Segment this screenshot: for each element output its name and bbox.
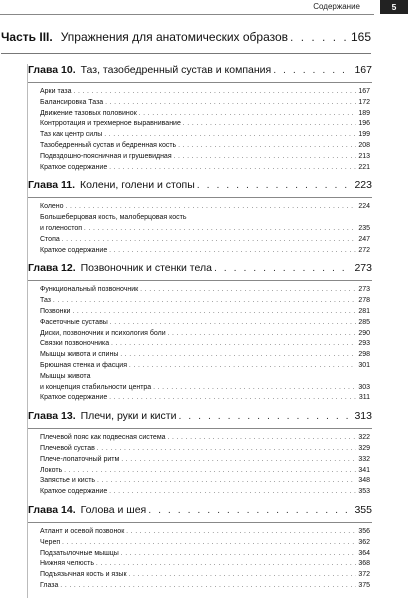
entry-page: 290 xyxy=(358,329,370,337)
entry-page: 213 xyxy=(358,152,370,160)
dot-leader xyxy=(153,383,356,394)
toc-entry xyxy=(34,444,370,455)
dot-leader xyxy=(126,527,356,538)
chapter-heading xyxy=(28,262,372,281)
entry-page: 356 xyxy=(358,527,370,535)
entry-page: 272 xyxy=(358,246,370,254)
entry-title: Подвздошно-поясничная и грушевидная xyxy=(40,152,172,160)
dot-leader xyxy=(104,130,356,141)
dot-leader xyxy=(121,455,356,466)
chapter xyxy=(27,504,370,598)
entry-page: 281 xyxy=(358,307,370,315)
entry-title: Движение тазовых половинок xyxy=(40,109,137,117)
page-number: 5 xyxy=(380,0,408,14)
entry-page: 332 xyxy=(358,455,370,463)
dot-leader xyxy=(84,224,356,235)
chapter-title: Голова и шея xyxy=(80,503,147,516)
entry-page: 273 xyxy=(358,286,370,294)
entry-page: 372 xyxy=(358,571,370,579)
dot-leader xyxy=(60,581,356,592)
entry-title: Атлант и осевой позвонок xyxy=(40,527,125,535)
toc-entry xyxy=(34,141,370,152)
entry-title: Плечевой сустав xyxy=(40,444,95,452)
entry-page: 167 xyxy=(358,88,370,95)
entry-page: 293 xyxy=(358,340,370,348)
entry-page: 285 xyxy=(358,318,370,326)
dot-leader xyxy=(197,179,353,191)
entry-title: Тазобедренный сустав и бедренная кость xyxy=(40,141,177,149)
entry-page: 196 xyxy=(358,120,370,128)
entry-title: Запястье и кисть xyxy=(40,477,96,485)
entry-page: 224 xyxy=(358,203,370,211)
entry-page: 341 xyxy=(358,466,370,474)
toc-entry xyxy=(34,224,370,235)
chapter-title: Таз, тазобедренный сустав и компания xyxy=(80,64,272,76)
entry-page: 368 xyxy=(358,560,370,568)
entry-title: Функциональный позвоночник xyxy=(40,286,139,294)
entry-title: и голеностоп xyxy=(40,224,83,232)
dot-leader xyxy=(129,361,356,372)
dot-leader xyxy=(178,141,356,152)
dot-leader xyxy=(183,119,356,130)
dot-leader xyxy=(120,350,356,361)
entry-page: 303 xyxy=(358,383,370,391)
entry-title: Нижняя челюсть xyxy=(40,560,95,568)
entry-title: Контрротация и трехмерное выравнивание xyxy=(40,120,181,128)
toc-entry xyxy=(34,235,370,246)
entry-title: Подъязычная кость и язык xyxy=(40,571,127,579)
chapter-entries xyxy=(34,83,370,179)
entry-page: 247 xyxy=(358,235,370,243)
toc-entry xyxy=(34,130,370,141)
toc-entry xyxy=(34,202,370,213)
dot-leader xyxy=(214,262,353,274)
dot-leader xyxy=(96,559,356,570)
entry-title: Краткое содержание xyxy=(40,163,108,171)
chapter-entries xyxy=(34,429,370,504)
chapter-page: 273 xyxy=(354,262,372,275)
entry-title: Глаза xyxy=(40,581,59,589)
entry-title: Таз xyxy=(40,297,51,305)
chapter-page: 355 xyxy=(354,503,372,516)
toc-entry xyxy=(34,393,370,404)
dot-leader xyxy=(53,296,356,307)
entry-title: Брюшная стенка и фасция xyxy=(40,361,128,369)
chapter-title: Плечи, руки и кисти xyxy=(80,410,177,423)
toc-entry xyxy=(34,487,370,498)
part-label: Часть III. xyxy=(1,30,53,44)
dot-leader xyxy=(72,307,356,318)
toc-entry xyxy=(34,329,370,340)
toc-entry xyxy=(34,109,370,120)
part-page: 165 xyxy=(350,30,371,44)
dot-leader xyxy=(97,444,356,455)
entry-title: Фасеточные суставы xyxy=(40,318,108,326)
chapter-label: Глава 14. xyxy=(28,503,76,516)
entry-title: Краткое содержание xyxy=(40,488,108,496)
dot-leader xyxy=(97,476,356,487)
entry-page: 375 xyxy=(358,581,370,589)
chapter xyxy=(27,179,370,262)
header-rule xyxy=(0,14,374,15)
entry-title: Связки позвоночника xyxy=(40,340,110,348)
chapter-page: 167 xyxy=(354,64,372,76)
entry-page: 329 xyxy=(358,444,370,452)
entry-page: 278 xyxy=(358,297,370,305)
entry-page: 235 xyxy=(358,224,370,232)
toc-entry xyxy=(34,466,370,477)
entry-title: Череп xyxy=(40,538,61,546)
chapter-heading xyxy=(28,179,372,198)
toc-entry xyxy=(34,581,370,592)
entry-title: Мышцы живота и спины xyxy=(40,351,119,359)
chapter-entries xyxy=(34,198,370,262)
entry-page: 221 xyxy=(358,163,370,171)
entry-page: 301 xyxy=(358,361,370,369)
entry-title: Плече-лопаточный ритм xyxy=(40,455,120,463)
chapter-list xyxy=(0,64,408,598)
entry-page: 322 xyxy=(358,434,370,442)
table-of-contents xyxy=(0,30,408,598)
entry-title: Мышцы живота xyxy=(40,372,91,380)
toc-entry xyxy=(34,549,370,560)
entry-title: и концепция стабильности центра xyxy=(40,383,152,391)
toc-entry xyxy=(34,433,370,444)
toc-entry xyxy=(34,163,370,174)
dot-leader xyxy=(178,410,352,422)
entry-title: Арки таза xyxy=(40,88,72,95)
entry-title: Колено xyxy=(40,203,64,211)
entry-title: Балансировка Таза xyxy=(40,98,104,106)
dot-leader xyxy=(110,318,356,329)
page-header xyxy=(0,0,408,15)
toc-entry xyxy=(34,152,370,163)
entry-title: Локоть xyxy=(40,466,63,474)
toc-entry xyxy=(34,538,370,549)
dot-leader xyxy=(74,87,357,98)
chapter-page: 223 xyxy=(354,179,372,192)
dot-leader xyxy=(109,393,357,404)
chapter-label: Глава 10. xyxy=(28,64,76,76)
entry-title: Краткое содержание xyxy=(40,394,108,402)
chapter-heading xyxy=(28,504,372,523)
chapter xyxy=(27,64,370,179)
chapter-heading xyxy=(28,64,372,83)
dot-leader xyxy=(109,487,356,498)
part-heading xyxy=(1,30,371,54)
dot-leader xyxy=(148,504,352,516)
entry-title: Стопа xyxy=(40,235,60,243)
toc-entry xyxy=(34,87,370,98)
dot-leader xyxy=(273,64,352,76)
entry-page: 298 xyxy=(358,351,370,359)
dot-leader xyxy=(105,98,356,109)
entry-title: Большеберцовая кость, малоберцовая кость xyxy=(40,214,187,222)
dot-leader xyxy=(109,163,356,174)
entry-page: 208 xyxy=(358,141,370,149)
chapter-entries xyxy=(34,281,370,410)
toc-entry xyxy=(34,98,370,109)
chapter-label: Глава 11. xyxy=(28,179,76,192)
entry-page: 172 xyxy=(358,98,370,106)
entry-title: Плечевой пояс как подвесная система xyxy=(40,434,166,442)
entry-page: 348 xyxy=(358,477,370,485)
chapter-heading xyxy=(28,410,372,429)
dot-leader xyxy=(121,549,356,560)
dot-leader xyxy=(174,152,357,163)
dot-leader xyxy=(129,570,357,581)
dot-leader xyxy=(168,433,357,444)
entry-title: Подзатылочные мышцы xyxy=(40,549,119,557)
entry-page: 364 xyxy=(358,549,370,557)
dot-leader xyxy=(290,30,349,44)
entry-page: 189 xyxy=(358,109,370,117)
running-title: Содержание xyxy=(313,2,360,11)
entry-title: Краткое содержание xyxy=(40,246,108,254)
entry-page: 362 xyxy=(358,538,370,546)
toc-entry xyxy=(34,119,370,130)
toc-entry xyxy=(34,307,370,318)
toc-entry xyxy=(34,213,370,224)
entry-page: 199 xyxy=(358,131,370,139)
dot-leader xyxy=(140,285,356,296)
chapter-label: Глава 12. xyxy=(28,262,76,275)
toc-entry xyxy=(34,383,370,394)
toc-entry xyxy=(34,476,370,487)
toc-entry xyxy=(34,455,370,466)
chapter xyxy=(27,410,370,504)
part-title: Упражнения для анатомических образов xyxy=(60,30,289,44)
toc-entry xyxy=(34,372,370,383)
toc-entry xyxy=(34,570,370,581)
entry-page: 311 xyxy=(358,394,370,402)
entry-title: Таз как центр силы xyxy=(40,131,103,139)
toc-entry xyxy=(34,361,370,372)
toc-entry xyxy=(34,318,370,329)
dot-leader xyxy=(64,466,356,477)
toc-entry xyxy=(34,285,370,296)
chapter-label: Глава 13. xyxy=(28,410,76,423)
chapter xyxy=(27,262,370,410)
toc-entry xyxy=(34,350,370,361)
dot-leader xyxy=(111,339,356,350)
chapter-entries xyxy=(34,523,370,598)
dot-leader xyxy=(168,329,357,340)
dot-leader xyxy=(66,202,357,213)
toc-entry xyxy=(34,296,370,307)
dot-leader xyxy=(139,109,357,120)
toc-entry xyxy=(34,339,370,350)
entry-title: Диски, позвоночник и психология боли xyxy=(40,329,166,337)
entry-title: Позвонки xyxy=(40,307,71,315)
dot-leader xyxy=(62,538,356,549)
dot-leader xyxy=(62,235,357,246)
chapter-page: 313 xyxy=(354,410,372,423)
chapter-title: Колени, голени и стопы xyxy=(80,179,195,192)
entry-page: 353 xyxy=(358,488,370,496)
toc-entry xyxy=(34,559,370,570)
chapter-title: Позвоночник и стенки тела xyxy=(80,262,212,275)
toc-entry xyxy=(34,246,370,257)
toc-entry xyxy=(34,527,370,538)
dot-leader xyxy=(109,246,356,257)
